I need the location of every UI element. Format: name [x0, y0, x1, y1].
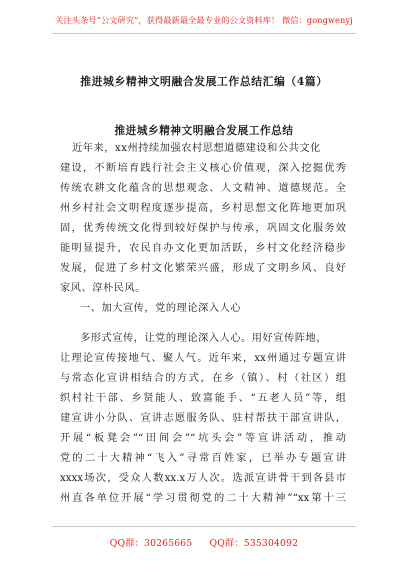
text-line: 近年来，xx州持续加强农村思想道德建设和公共文化: [72, 143, 321, 154]
text-line: 党的二十大精神“飞入”寻常百姓家，已举办专题宣讲: [60, 453, 346, 464]
footer-divider: [52, 526, 356, 527]
footer-qq-group-2: QQ群：535304092: [209, 538, 299, 549]
text-line: 建宣讲小分队、宣讲志愿服务队、驻村帮扶干部宣讲队，: [60, 413, 346, 424]
subheading: 一、加大宣传，党的理论深入人心: [80, 303, 242, 314]
text-line: 发展，促进了乡村文化繁荣兴盛，形成了文明乡风、良好: [60, 263, 346, 274]
footer-qq-group-1: QQ群：30265665: [109, 538, 193, 549]
text-line: 传统农耕文化蕴含的思想观念、人文精神、道德规范。全: [60, 183, 346, 194]
text-line: 建设，不断培育践行社会主义核心价值观，深入挖掘优秀: [60, 163, 346, 174]
text-line: 多形式宣传，让党的理论深入人心。用好宣传阵地，: [80, 333, 327, 344]
text-line: 能明显提升，农民自办文化更加活跃，乡村文化经济稳步: [60, 243, 346, 254]
text-line: 家风、淳朴民风。: [60, 283, 146, 294]
text-line: 与常态化宣讲相结合的方式，在乡（镇）、村（社区）组: [60, 373, 346, 384]
text-line: 让理论宣传接地气、聚人气。近年来，xx州通过专题宣讲: [60, 353, 346, 364]
text-line: 州直各单位开展“学习贯彻党的二十大精神”“xx第十三: [60, 493, 346, 504]
header-note: 关注头条号“公文研究”，获得最新最全最专业的公文资料库！ 微信：gongwenyj: [55, 15, 353, 25]
text-line: 州乡村社会文明程度逐步提高，乡村思想文化阵地更加巩: [60, 203, 346, 214]
text-line: 固，优秀传统文化得到较好保护与传承，巩固文化服务效: [60, 223, 346, 234]
footer-note: [0, 535, 408, 549]
header-divider: [52, 33, 356, 34]
section-title: 推进城乡精神文明融合发展工作总结: [114, 125, 294, 137]
text-line: 开展“板凳会”“田间会”“坑头会”等宣讲活动，推动: [60, 433, 346, 444]
text-line: xxxx场次，受众人数xx.x万人次。选派宣讲骨干到各县市: [60, 473, 346, 484]
document-title: 推进城乡精神文明融合发展工作总结汇编（4篇）: [80, 75, 328, 88]
text-line: 织村社干部、乡贤能人、致富能手、“五老人员”等，组: [60, 393, 346, 404]
